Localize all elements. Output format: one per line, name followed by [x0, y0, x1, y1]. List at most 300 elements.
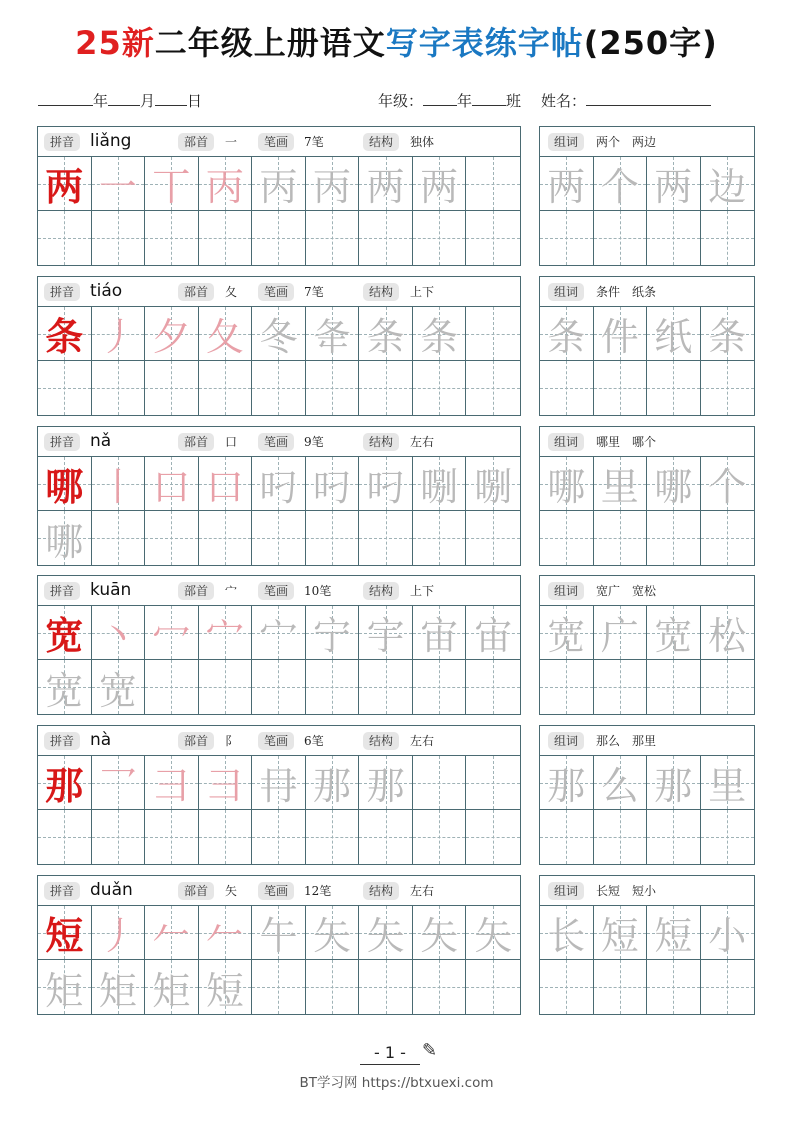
practice-cell[interactable] — [145, 660, 199, 714]
strokes-value: 7笔 — [304, 135, 324, 149]
practice-cell[interactable] — [306, 906, 360, 960]
word-practice-cell[interactable] — [647, 960, 701, 1014]
char-block-4 — [37, 725, 521, 865]
strokes-value: 10笔 — [304, 584, 332, 598]
word-practice-cell[interactable] — [701, 157, 755, 211]
practice-cell[interactable] — [252, 756, 306, 810]
practice-cell[interactable] — [359, 307, 413, 361]
practice-cell[interactable] — [413, 361, 467, 415]
model-char-cell[interactable] — [38, 756, 92, 810]
strokes-value: 9笔 — [304, 435, 324, 449]
word-practice-cell[interactable] — [540, 511, 594, 565]
practice-cell[interactable] — [199, 660, 253, 714]
model-char-cell[interactable] — [38, 157, 92, 211]
practice-cell[interactable] — [306, 810, 360, 864]
practice-cell[interactable] — [466, 307, 520, 361]
model-char: 条 — [45, 314, 84, 359]
words-header — [540, 576, 754, 606]
pinyin-value: liǎng — [90, 131, 132, 151]
strokes-tag: 笔画 — [258, 732, 294, 750]
practice-cell[interactable] — [199, 810, 253, 864]
word-practice-cell[interactable] — [540, 960, 594, 1014]
words-grid — [540, 307, 754, 415]
practice-cell[interactable] — [199, 511, 253, 565]
practice-cell[interactable] — [145, 960, 199, 1014]
word-practice-cell[interactable] — [540, 606, 594, 660]
words-tag: 组词 — [548, 732, 584, 750]
word-practice-cell[interactable] — [701, 511, 755, 565]
stroke-step-char: 矢 — [313, 914, 352, 958]
stroke-step-char: 口 — [152, 465, 191, 509]
practice-cell[interactable] — [92, 361, 146, 415]
word-practice-cell[interactable] — [701, 960, 755, 1014]
day-blank[interactable] — [155, 92, 187, 106]
stroke-step-char: 丙 — [259, 165, 298, 209]
grade-label: 年级： — [378, 92, 424, 110]
practice-cell[interactable] — [413, 157, 467, 211]
word-practice-cell[interactable] — [540, 157, 594, 211]
practice-cell[interactable] — [145, 606, 199, 660]
practice-cell[interactable] — [359, 810, 413, 864]
practice-cell[interactable] — [306, 660, 360, 714]
words-block-3 — [539, 575, 755, 715]
structure-tag: 结构 — [363, 283, 399, 301]
practice-cell[interactable] — [359, 211, 413, 265]
stroke-step-char: 叼 — [313, 465, 352, 509]
practice-cell[interactable] — [199, 606, 253, 660]
practice-cell[interactable] — [466, 157, 520, 211]
word-practice-cell[interactable] — [540, 457, 594, 511]
strokes-tag: 笔画 — [258, 882, 294, 900]
practice-cell[interactable] — [145, 756, 199, 810]
date-line — [38, 90, 202, 111]
practice-cell[interactable] — [413, 606, 467, 660]
strokes-value: 6笔 — [304, 734, 324, 748]
practice-cell[interactable] — [466, 906, 520, 960]
practice-cell[interactable] — [413, 660, 467, 714]
practice-cell[interactable] — [199, 756, 253, 810]
practice-cell[interactable] — [38, 211, 92, 265]
practice-cell[interactable] — [92, 756, 146, 810]
stroke-step-char: 宁 — [313, 614, 352, 658]
word-practice-cell[interactable] — [701, 810, 755, 864]
practice-cell[interactable] — [252, 307, 306, 361]
char-block-3 — [37, 575, 521, 715]
words-tag: 组词 — [548, 582, 584, 600]
stroke-step-char: 彐 — [205, 764, 244, 808]
stroke-step-char: 两 — [420, 165, 459, 209]
word-practice-cell[interactable] — [540, 660, 594, 714]
words-grid — [540, 606, 754, 714]
practice-cell[interactable] — [466, 211, 520, 265]
stroke-step-char: 宙 — [420, 614, 459, 658]
practice-cell[interactable] — [306, 756, 360, 810]
practice-cell[interactable] — [199, 457, 253, 511]
word-practice-cell[interactable] — [594, 511, 648, 565]
word-practice-cell[interactable] — [594, 756, 648, 810]
radical-tag: 部首 — [178, 882, 214, 900]
words-tag: 组词 — [548, 133, 584, 151]
stroke-step-char: 丙 — [313, 165, 352, 209]
practice-cell[interactable] — [145, 361, 199, 415]
word-practice-cell[interactable] — [594, 660, 648, 714]
practice-cell[interactable] — [306, 211, 360, 265]
word-practice-cell[interactable] — [647, 810, 701, 864]
practice-cell[interactable] — [92, 457, 146, 511]
writing-grid — [38, 756, 520, 864]
practice-cell[interactable] — [306, 606, 360, 660]
practice-cell[interactable] — [359, 960, 413, 1014]
stroke-step-char: 丶 — [98, 614, 137, 658]
grade-blank[interactable] — [423, 92, 457, 106]
stroke-step-char: 矩 — [45, 968, 84, 1013]
word-practice-cell[interactable] — [540, 211, 594, 265]
word-trace-char: 松 — [708, 614, 747, 658]
word-trace-char: 里 — [600, 465, 639, 509]
model-char: 哪 — [45, 464, 84, 509]
word-practice-cell[interactable] — [594, 960, 648, 1014]
stroke-step-char: 矩 — [98, 968, 137, 1013]
practice-cell[interactable] — [38, 511, 92, 565]
practice-cell[interactable] — [92, 660, 146, 714]
month-blank[interactable] — [108, 92, 140, 106]
word-practice-cell[interactable] — [540, 810, 594, 864]
word-practice-cell[interactable] — [647, 361, 701, 415]
word-trace-char: 宽 — [654, 614, 693, 658]
stroke-step-char: 哪 — [45, 519, 84, 564]
char-info-header — [38, 876, 520, 906]
practice-cell[interactable] — [413, 511, 467, 565]
word-practice-cell[interactable] — [594, 457, 648, 511]
word-practice-cell[interactable] — [594, 307, 648, 361]
word-trace-char: 短 — [654, 914, 693, 958]
practice-cell[interactable] — [466, 960, 520, 1014]
word-practice-cell[interactable] — [647, 756, 701, 810]
practice-cell[interactable] — [252, 960, 306, 1014]
stroke-step-char: 夕 — [152, 315, 191, 359]
title-prefix: 25新 — [75, 24, 155, 62]
practice-cell[interactable] — [306, 457, 360, 511]
practice-cell[interactable] — [145, 307, 199, 361]
practice-cell[interactable] — [306, 307, 360, 361]
stroke-step-char: 宙 — [474, 614, 513, 658]
word-trace-char: 个 — [708, 465, 747, 509]
stroke-step-char: 短 — [205, 968, 244, 1013]
stroke-step-char: 那 — [366, 764, 405, 808]
words-grid — [540, 756, 754, 864]
stroke-step-char: 丿 — [98, 914, 137, 958]
structure-tag: 结构 — [363, 732, 399, 750]
word-trace-char: 条 — [547, 315, 586, 359]
practice-cell[interactable] — [92, 307, 146, 361]
word-trace-char: 长 — [547, 914, 586, 958]
words-block-2 — [539, 426, 755, 566]
word-practice-cell[interactable] — [540, 361, 594, 415]
word-practice-cell[interactable] — [701, 606, 755, 660]
radical-value: 矢 — [225, 884, 238, 898]
practice-cell[interactable] — [252, 211, 306, 265]
word-trace-char: 条 — [708, 315, 747, 359]
practice-cell[interactable] — [466, 511, 520, 565]
stroke-step-char: 丙 — [205, 165, 244, 209]
word-trace-char: 小 — [708, 914, 747, 958]
page-number: - 1 - — [360, 1043, 420, 1065]
word-practice-cell[interactable] — [701, 457, 755, 511]
practice-cell[interactable] — [359, 756, 413, 810]
words-value: 条件 纸条 — [596, 285, 657, 299]
practice-cell[interactable] — [359, 157, 413, 211]
practice-cell[interactable] — [466, 756, 520, 810]
practice-cell[interactable] — [92, 157, 146, 211]
stroke-step-char: 午 — [259, 914, 298, 958]
practice-cell[interactable] — [145, 457, 199, 511]
practice-cell[interactable] — [466, 606, 520, 660]
word-practice-cell[interactable] — [647, 606, 701, 660]
word-practice-cell[interactable] — [647, 307, 701, 361]
word-trace-char: 那 — [547, 764, 586, 808]
practice-cell[interactable] — [252, 606, 306, 660]
practice-cell[interactable] — [199, 211, 253, 265]
practice-cell[interactable] — [466, 810, 520, 864]
model-char: 那 — [45, 763, 84, 808]
pinyin-tag: 拼音 — [44, 732, 80, 750]
practice-cell[interactable] — [92, 960, 146, 1014]
practice-cell[interactable] — [359, 660, 413, 714]
class-blank[interactable] — [472, 92, 506, 106]
grade-year-label: 年 — [457, 92, 473, 110]
char-info-header — [38, 726, 520, 756]
words-header — [540, 277, 754, 307]
pinyin-value: duǎn — [90, 880, 133, 900]
class-label: 班 — [506, 92, 522, 110]
structure-value: 上下 — [410, 584, 435, 598]
practice-cell[interactable] — [252, 361, 306, 415]
radical-tag: 部首 — [178, 582, 214, 600]
practice-cell[interactable] — [38, 660, 92, 714]
char-block-5 — [37, 875, 521, 1015]
practice-cell[interactable] — [466, 660, 520, 714]
stroke-step-char: 冄 — [259, 764, 298, 808]
strokes-tag: 笔画 — [258, 582, 294, 600]
stroke-step-char: 一 — [98, 165, 137, 209]
pinyin-tag: 拼音 — [44, 283, 80, 301]
strokes-tag: 笔画 — [258, 133, 294, 151]
word-practice-cell[interactable] — [540, 307, 594, 361]
practice-cell[interactable] — [359, 457, 413, 511]
practice-cell[interactable] — [252, 660, 306, 714]
practice-cell[interactable] — [92, 511, 146, 565]
practice-cell[interactable] — [199, 361, 253, 415]
word-practice-cell[interactable] — [701, 307, 755, 361]
practice-cell[interactable] — [252, 906, 306, 960]
word-practice-cell[interactable] — [701, 211, 755, 265]
model-char-cell[interactable] — [38, 906, 92, 960]
pinyin-value: nà — [90, 730, 112, 750]
stroke-step-char: 丿 — [98, 315, 137, 359]
stroke-step-char: 那 — [313, 764, 352, 808]
word-trace-char: 哪 — [547, 465, 586, 509]
practice-cell[interactable] — [92, 211, 146, 265]
practice-cell[interactable] — [252, 457, 306, 511]
word-practice-cell[interactable] — [647, 660, 701, 714]
stroke-step-char: 宀 — [259, 614, 298, 658]
words-header — [540, 127, 754, 157]
practice-cell[interactable] — [306, 960, 360, 1014]
practice-cell[interactable] — [252, 157, 306, 211]
practice-cell[interactable] — [359, 906, 413, 960]
structure-tag: 结构 — [363, 133, 399, 151]
practice-cell[interactable] — [38, 960, 92, 1014]
word-trace-char: 个 — [600, 165, 639, 209]
structure-value: 独体 — [410, 135, 435, 149]
word-practice-cell[interactable] — [594, 211, 648, 265]
practice-cell[interactable] — [413, 457, 467, 511]
radical-value: 宀 — [225, 584, 238, 598]
words-value: 那么 那里 — [596, 734, 657, 748]
stroke-step-char: 矢 — [474, 914, 513, 958]
word-practice-cell[interactable] — [701, 361, 755, 415]
words-grid — [540, 457, 754, 565]
practice-cell[interactable] — [199, 906, 253, 960]
stroke-step-char: 夂 — [205, 315, 244, 359]
words-grid — [540, 157, 754, 265]
word-practice-cell[interactable] — [647, 157, 701, 211]
model-char-cell[interactable] — [38, 606, 92, 660]
word-practice-cell[interactable] — [701, 906, 755, 960]
word-trace-char: 那 — [654, 764, 693, 808]
words-value: 宽广 宽松 — [596, 584, 657, 598]
structure-tag: 结构 — [363, 582, 399, 600]
word-practice-cell[interactable] — [594, 157, 648, 211]
words-grid — [540, 906, 754, 1014]
practice-cell[interactable] — [413, 960, 467, 1014]
word-practice-cell[interactable] — [647, 906, 701, 960]
char-info-header — [38, 427, 520, 457]
pinyin-value: kuān — [90, 580, 132, 600]
stroke-step-char: 口 — [205, 465, 244, 509]
stroke-step-char: 冖 — [152, 614, 191, 658]
word-trace-char: 里 — [708, 764, 747, 808]
word-trace-char: 件 — [600, 315, 639, 359]
practice-cell[interactable] — [145, 211, 199, 265]
words-header — [540, 876, 754, 906]
radical-value: 口 — [225, 435, 238, 449]
radical-value: 夂 — [225, 285, 238, 299]
stroke-step-char: 丅 — [152, 165, 191, 209]
practice-cell[interactable] — [413, 810, 467, 864]
words-value: 两个 两边 — [596, 135, 657, 149]
practice-cell[interactable] — [199, 307, 253, 361]
month-label: 月 — [140, 92, 156, 110]
model-char: 两 — [45, 164, 84, 209]
word-practice-cell[interactable] — [647, 457, 701, 511]
word-practice-cell[interactable] — [594, 606, 648, 660]
practice-cell[interactable] — [413, 906, 467, 960]
words-block-1 — [539, 276, 755, 416]
char-info-header — [38, 127, 520, 157]
practice-cell[interactable] — [145, 157, 199, 211]
practice-cell[interactable] — [199, 960, 253, 1014]
word-practice-cell[interactable] — [594, 906, 648, 960]
practice-cell[interactable] — [413, 211, 467, 265]
practice-cell[interactable] — [92, 906, 146, 960]
words-block-0 — [539, 126, 755, 266]
pinyin-value: tiáo — [90, 281, 123, 301]
practice-cell[interactable] — [145, 511, 199, 565]
stroke-step-char: 叼 — [259, 465, 298, 509]
practice-cell[interactable] — [306, 511, 360, 565]
words-tag: 组词 — [548, 283, 584, 301]
practice-cell[interactable] — [38, 810, 92, 864]
practice-cell[interactable] — [252, 511, 306, 565]
model-char-cell[interactable] — [38, 457, 92, 511]
stroke-step-char: 条 — [366, 315, 405, 359]
word-practice-cell[interactable] — [594, 810, 648, 864]
radical-tag: 部首 — [178, 283, 214, 301]
words-tag: 组词 — [548, 433, 584, 451]
pinyin-tag: 拼音 — [44, 433, 80, 451]
structure-value: 上下 — [410, 285, 435, 299]
practice-cell[interactable] — [306, 361, 360, 415]
practice-cell[interactable] — [145, 906, 199, 960]
practice-cell[interactable] — [199, 157, 253, 211]
word-practice-cell[interactable] — [701, 756, 755, 810]
practice-cell[interactable] — [466, 361, 520, 415]
practice-cell[interactable] — [413, 307, 467, 361]
strokes-value: 12笔 — [304, 884, 332, 898]
practice-cell[interactable] — [38, 361, 92, 415]
practice-cell[interactable] — [359, 361, 413, 415]
stroke-step-char: 𠂉 — [152, 914, 191, 958]
year-blank[interactable] — [38, 92, 93, 106]
practice-cell[interactable] — [306, 157, 360, 211]
day-label: 日 — [187, 92, 203, 110]
practice-cell[interactable] — [92, 810, 146, 864]
practice-cell[interactable] — [145, 810, 199, 864]
word-practice-cell[interactable] — [594, 361, 648, 415]
student-line — [378, 90, 711, 111]
word-trace-char: 边 — [708, 165, 747, 209]
practice-cell[interactable] — [252, 810, 306, 864]
structure-value: 左右 — [410, 884, 435, 898]
stroke-step-char: 彐 — [152, 764, 191, 808]
word-practice-cell[interactable] — [647, 511, 701, 565]
words-header — [540, 726, 754, 756]
word-trace-char: 两 — [547, 165, 586, 209]
stroke-step-char: 矢 — [366, 914, 405, 958]
title-highlight: 写字表练字帖 — [385, 24, 584, 62]
model-char-cell[interactable] — [38, 307, 92, 361]
word-trace-char: 宽 — [547, 614, 586, 658]
page-title — [0, 18, 793, 64]
practice-cell[interactable] — [359, 511, 413, 565]
word-practice-cell[interactable] — [701, 660, 755, 714]
stroke-step-char: 冬 — [259, 315, 298, 359]
stroke-step-char: 丨 — [98, 465, 137, 509]
practice-cell[interactable] — [413, 756, 467, 810]
stroke-step-char: 宇 — [366, 614, 405, 658]
word-practice-cell[interactable] — [540, 756, 594, 810]
word-practice-cell[interactable] — [540, 906, 594, 960]
words-block-4 — [539, 725, 755, 865]
practice-cell[interactable] — [359, 606, 413, 660]
word-trace-char: 广 — [600, 614, 639, 658]
title-count: (250字) — [583, 24, 718, 62]
practice-cell[interactable] — [92, 606, 146, 660]
practice-cell[interactable] — [466, 457, 520, 511]
name-blank[interactable] — [586, 92, 711, 106]
word-practice-cell[interactable] — [647, 211, 701, 265]
